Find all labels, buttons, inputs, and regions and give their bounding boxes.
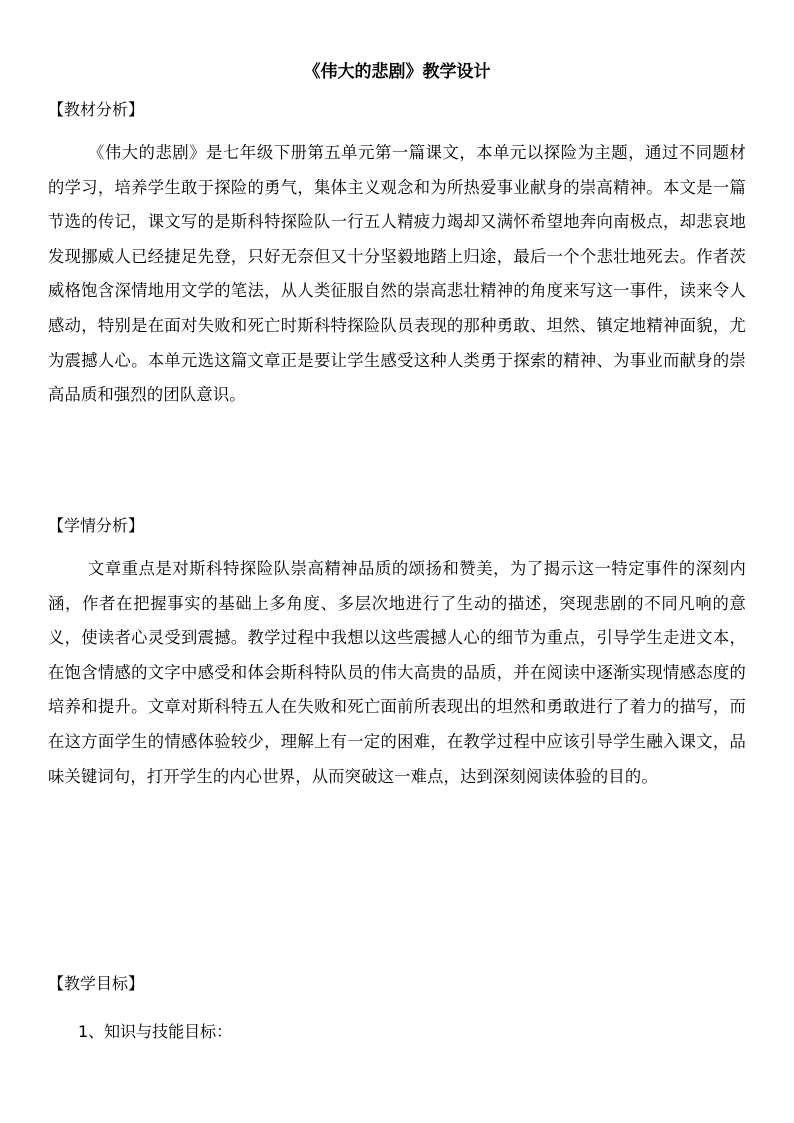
section-heading-textbook-analysis: 【教材分析】 [48,100,145,119]
document-title: 《伟大的悲剧》教学设计 [303,62,491,82]
section-heading-teaching-objectives: 【教学目标】 [48,974,145,993]
paragraph-student-analysis: 文章重点是对斯科特探险队崇高精神品质的颂扬和赞美，为了揭示这一特定事件的深刻内涵，作者在把握事实的基础上多角度、多层次地进行了生动的描述，突现悲剧的不同凡响的意义，使读者心灵受到震撼。教学过程中我想以这些震撼人心的细节为重点，引导学生走进文本，在饱含情感的文字中感受和体会斯科特队员的伟大高贵的品质，并在阅读中逐渐实现情感态度的培养和提升。文章对斯科特五人在失败和死亡面前所表现出的坦然和勇敢进行了着力的描写，而在这方面学生的情感体验较少，理解上有一定的困难，在教学过程中应该引导学生融入课文，品味关键词句，打开学生的内心世界，从而突破这一难点，达到深刻阅读体验的目的。 [48,559,746,786]
paragraph-textbook-analysis: 《伟大的悲剧》是七年级下册第五单元第一篇课文，本单元以探险为主题，通过不同题材的学习，培养学生敢于探险的勇气，集体主义观念和为所热爱事业献身的崇高精神。本文是一篇节选的传记，课文写的是斯科特探险队一行五人精疲力竭却又满怀希望地奔向南极点，却悲哀地发现挪威人已经捷足先登，只好无奈但又十分坚毅地踏上归途，最后一个个悲壮地死去。作者茨威格饱含深情地用文学的笔法，从人类征服自然的崇高悲壮精神的角度来写这一事件，读来令人感动，特别是在面对失败和死亡时斯科特探险队员表现的那种勇敢、坦然、镇定地精神面貌，尤为震撼人心。本单元选这篇文章正是要让学生感受这种人类勇于探索的精神、为事业而献身的崇高品质和强烈的团队意识。 [48,143,746,405]
objective-item-knowledge-skills: 1、知识与技能目标： [78,1022,233,1041]
section-heading-student-analysis: 【学情分析】 [48,516,145,535]
